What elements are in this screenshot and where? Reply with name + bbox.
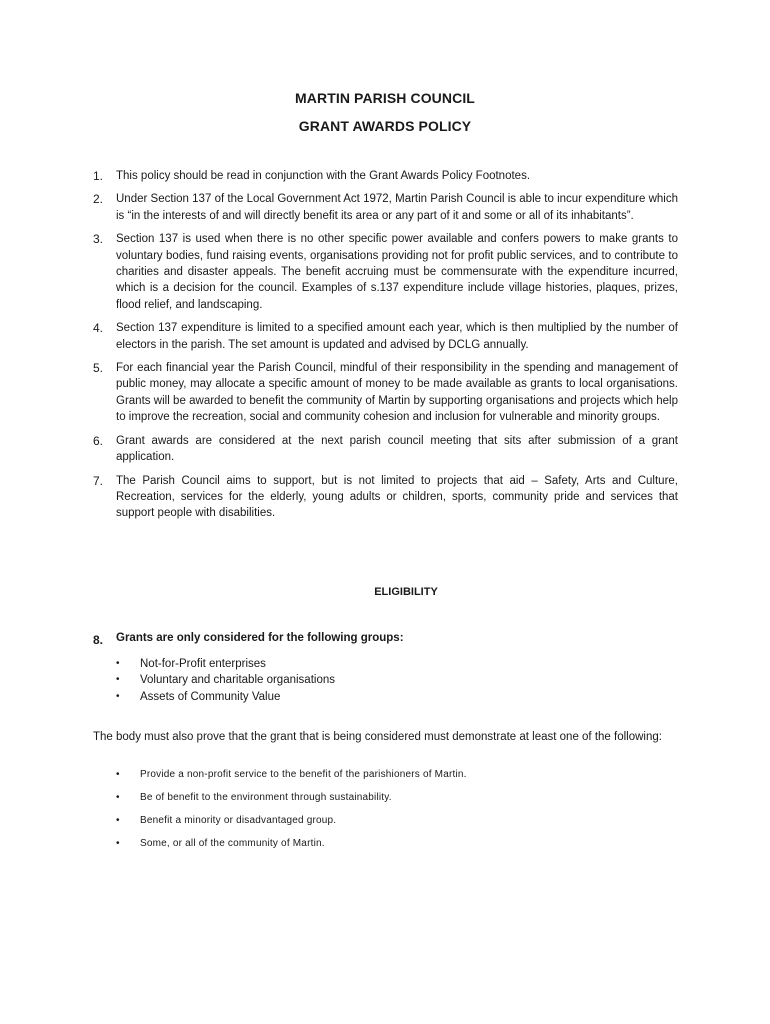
- list-item: [93, 231, 678, 313]
- item-number: 2.: [93, 192, 104, 207]
- criteria-list: [116, 768, 467, 860]
- item-number: 8.: [93, 633, 104, 647]
- list-item: [93, 473, 678, 522]
- bullet-icon: •: [116, 838, 120, 849]
- criterion-text: Provide a non-profit service to the benefit of the parishioners of Martin.: [140, 769, 467, 780]
- item-text: Under Section 137 of the Local Government Act 1972, Martin Parish Council is able to incur expenditure which is “in the interests of and will directly benefit its area or any part of it and some or all of its inhabitants”.: [116, 193, 678, 222]
- item-text: This policy should be read in conjunction with the Grant Awards Policy Footnotes.: [116, 170, 531, 182]
- item-text: For each financial year the Parish Council, mindful of their responsibility in the spending and management of public money, may allocate a specific amount of money to be made available as grants to local organisations. Grants will be awarded to benefit the community of Martin by supporting organisations and projects which help to improve the recreation, social and community cohesion and inclusion for vulnerable and minority groups.: [116, 362, 678, 424]
- numbered-list: [93, 168, 678, 529]
- list-item: [93, 320, 678, 353]
- eligibility-heading: ELIGIBILITY: [374, 586, 438, 598]
- list-item: [93, 360, 678, 426]
- list-item: [116, 689, 335, 705]
- bullet-icon: •: [116, 674, 120, 686]
- list-item: [93, 433, 678, 466]
- list-item: [93, 168, 678, 184]
- criterion-text: Benefit a minority or disadvantaged group.: [140, 815, 337, 826]
- eligibility-item-8: [93, 632, 404, 648]
- group-text: Not-for-Profit enterprises: [140, 658, 266, 670]
- list-item: [116, 672, 335, 688]
- list-item: [116, 768, 467, 782]
- item-text: The Parish Council aims to support, but is not limited to projects that aid – Safety, Arts and Culture, Recreation, services for the elderly, young adults or children, sports, community pride and services that support people with disabilities.: [116, 474, 678, 520]
- list-item: [116, 656, 335, 672]
- item-text: Grants are only considered for the following groups:: [116, 632, 404, 644]
- item-text: Section 137 expenditure is limited to a specified amount each year, which is then multiplied by the number of electors in the parish. The set amount is updated and advised by DCLG annually.: [116, 322, 678, 351]
- bullet-icon: •: [116, 658, 120, 669]
- group-text: Voluntary and charitable organisations: [140, 674, 335, 687]
- item-text: Grant awards are considered at the next parish council meeting that sits after submission of a grant application.: [116, 434, 678, 464]
- bullet-icon: •: [116, 815, 120, 826]
- list-item: [116, 814, 467, 828]
- policy-title: GRANT AWARDS POLICY: [298, 118, 472, 134]
- bullet-icon: •: [116, 792, 120, 803]
- item-number: 5.: [93, 361, 104, 376]
- requirement-paragraph: The body must also prove that the grant that is being considered must demonstrate at least one of the following:: [93, 731, 662, 743]
- council-title: MARTIN PARISH COUNCIL: [295, 90, 475, 106]
- list-item: [93, 191, 678, 224]
- eligible-groups-list: [116, 656, 335, 705]
- item-text: Section 137 is used when there is no other specific power available and confers powers to make grants to voluntary bodies, fund raising events, organisations providing not for profit public services, and to contribute to charities and disaster appeals. The benefit accruing must be commensurate with the expenditure incurred, which is a decision for the council. Examples of s.137 expenditure include village histories, plaques, prizes, flood relief, and landscaping.: [116, 233, 678, 311]
- criterion-text: Some, or all of the community of Martin.: [140, 838, 325, 849]
- list-item: [116, 791, 467, 805]
- bullet-icon: •: [116, 769, 120, 780]
- item-number: 3.: [93, 232, 104, 247]
- item-number: 1.: [93, 169, 104, 183]
- list-item: [116, 837, 467, 851]
- group-text: Assets of Community Value: [140, 690, 281, 703]
- item-number: 6.: [93, 433, 104, 448]
- criterion-text: Be of benefit to the environment through sustainability.: [140, 792, 392, 803]
- item-number: 4.: [93, 321, 104, 336]
- bullet-icon: •: [116, 690, 120, 702]
- item-number: 7.: [93, 473, 104, 488]
